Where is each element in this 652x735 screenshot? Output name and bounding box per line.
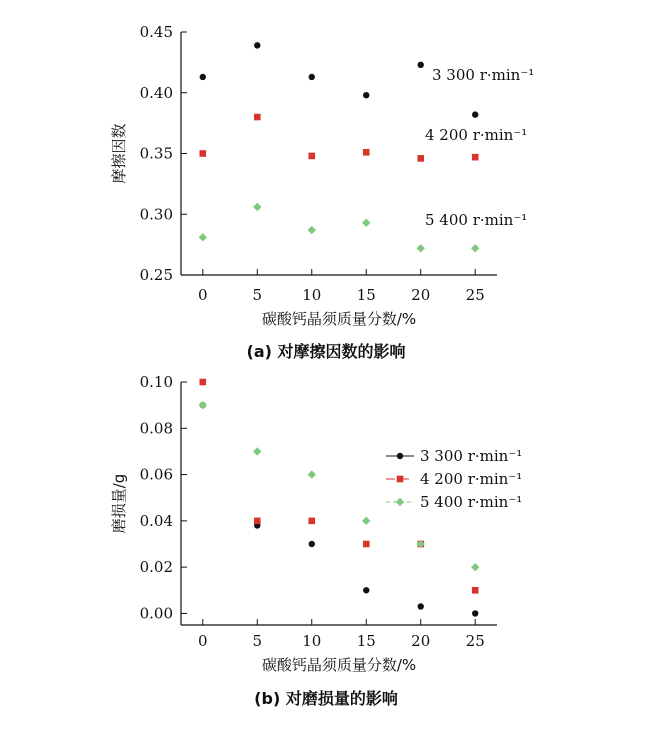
- x-tick-label: 20: [411, 632, 431, 650]
- legend-marker: [397, 453, 403, 459]
- data-point: [471, 563, 479, 571]
- y-tick-label: 0.04: [139, 511, 173, 530]
- data-point: [472, 111, 478, 117]
- data-point: [363, 149, 370, 156]
- y-tick-label: 0.06: [139, 465, 173, 484]
- y-tick-label: 0.35: [139, 144, 173, 163]
- data-point: [199, 379, 206, 386]
- data-point: [309, 74, 315, 80]
- data-point: [254, 42, 260, 48]
- y-tick-label: 0.45: [139, 23, 173, 41]
- legend: [386, 447, 522, 511]
- y-tick-label: 0.25: [139, 266, 173, 284]
- data-point: [418, 62, 424, 68]
- data-point: [308, 518, 315, 525]
- x-tick-label: 25: [465, 286, 485, 304]
- data-point: [472, 610, 478, 616]
- legend-label: 4 200 r·min⁻¹: [420, 470, 523, 488]
- y-tick-label: 0.30: [139, 205, 173, 224]
- series-label: 5 400 r·min⁻¹: [425, 211, 528, 229]
- data-point: [253, 203, 261, 211]
- x-axis-label: 碳酸钙晶须质量分数/%: [261, 656, 417, 674]
- legend-label: 3 300 r·min⁻¹: [420, 447, 523, 465]
- data-point: [472, 587, 479, 594]
- y-axis-label: 磨损量/g: [110, 473, 128, 534]
- data-point: [362, 219, 370, 227]
- x-tick-label: 0: [198, 632, 208, 650]
- legend-marker: [397, 476, 404, 483]
- data-point: [200, 74, 206, 80]
- y-tick-label: 0.40: [139, 83, 173, 102]
- y-axis-label: 摩擦因数: [110, 123, 128, 184]
- x-tick-label: 0: [198, 286, 208, 304]
- data-point: [417, 244, 425, 252]
- x-tick-label: 15: [356, 632, 376, 650]
- x-tick-label: 5: [252, 632, 263, 650]
- data-point: [199, 150, 206, 157]
- chart-caption: (b) 对磨损量的影响: [254, 689, 398, 708]
- legend-label: 5 400 r·min⁻¹: [420, 493, 523, 511]
- data-point: [308, 470, 316, 478]
- series-3: [199, 203, 528, 253]
- data-point: [199, 233, 207, 241]
- data-point: [363, 92, 369, 98]
- data-point: [254, 114, 261, 121]
- y-tick-label: 0.00: [139, 604, 173, 623]
- x-tick-label: 10: [302, 632, 322, 650]
- data-point: [363, 587, 369, 593]
- data-point: [309, 541, 315, 547]
- series-label: 4 200 r·min⁻¹: [425, 126, 528, 144]
- x-tick-label: 20: [411, 286, 431, 304]
- series-label: 3 300 r·min⁻¹: [432, 66, 535, 84]
- data-point: [199, 401, 207, 409]
- data-point: [362, 517, 370, 525]
- data-point: [418, 603, 424, 609]
- x-tick-label: 10: [302, 286, 322, 304]
- y-tick-label: 0.08: [139, 419, 173, 438]
- data-point: [417, 155, 424, 162]
- series-2: [199, 114, 527, 162]
- series-1: [200, 42, 535, 118]
- data-point: [363, 541, 370, 548]
- x-tick-label: 15: [356, 286, 376, 304]
- x-tick-label: 25: [465, 632, 485, 650]
- x-tick-label: 5: [252, 286, 263, 304]
- x-axis-label: 碳酸钙晶须质量分数/%: [261, 310, 417, 328]
- chart-b: [110, 373, 522, 708]
- data-point: [471, 244, 479, 252]
- chart-caption: (a) 对摩擦因数的影响: [246, 342, 406, 361]
- data-point: [253, 447, 261, 455]
- y-tick-label: 0.02: [139, 558, 173, 577]
- y-tick-label: 0.10: [139, 373, 173, 391]
- data-point: [254, 518, 261, 525]
- chart-a: [110, 23, 534, 361]
- data-point: [308, 153, 315, 160]
- data-point: [472, 154, 479, 161]
- data-point: [308, 226, 316, 234]
- legend-marker: [396, 498, 404, 506]
